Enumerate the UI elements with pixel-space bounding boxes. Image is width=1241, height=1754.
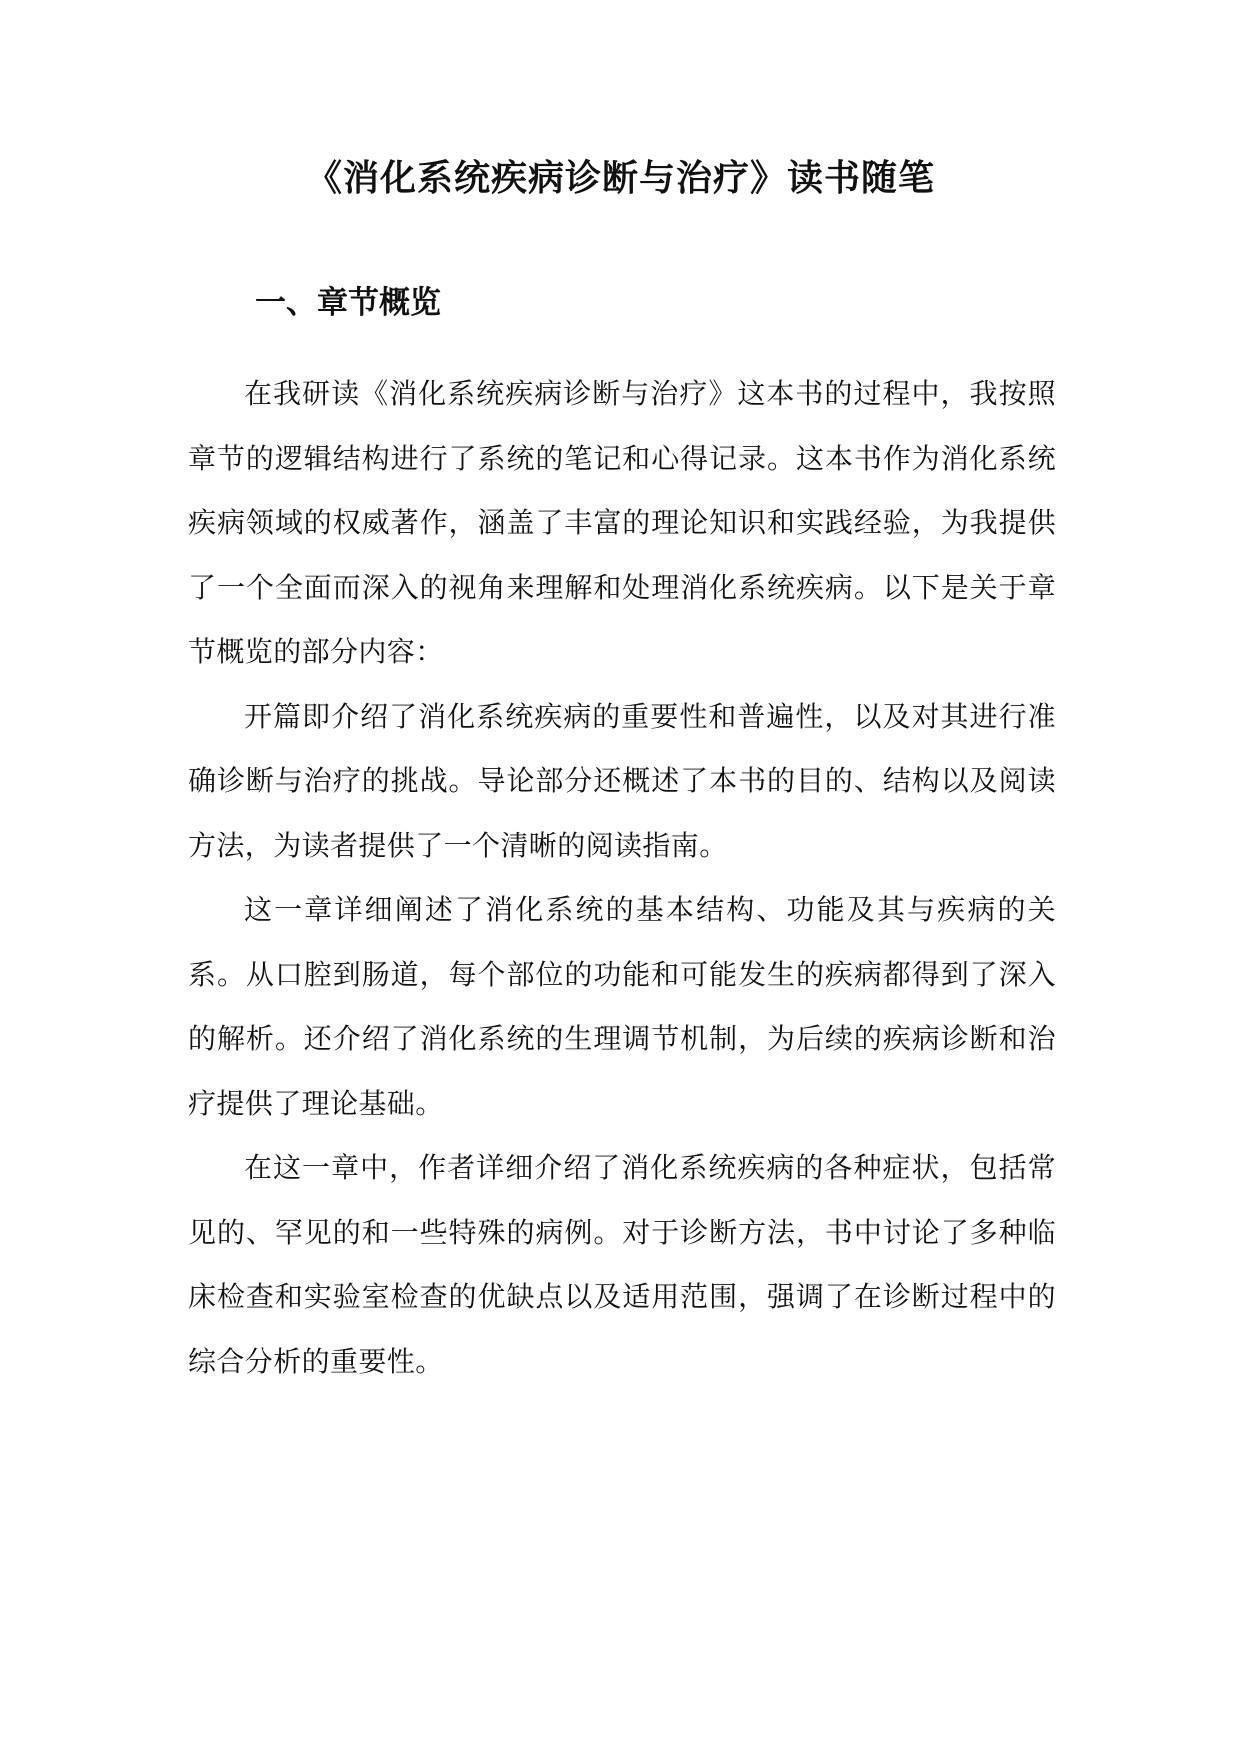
paragraph-intro: 在我研读《消化系统疾病诊断与治疗》这本书的过程中，我按照章节的逻辑结构进行了系统的笔记和心得记录。这本书作为消化系统疾病领域的权威著作，涵盖了丰富的理论知识和实践经验，为我提供了一个全面而深入的视角来理解和处理消化系统疾病。以下是关于章节概览的部分内容： bbox=[188, 377, 1056, 668]
section-heading: 一、章节概览 bbox=[255, 285, 441, 321]
paragraph-opening: 开篇即介绍了消化系统疾病的重要性和普遍性，以及对其进行准确诊断与治疗的挑战。导论部分还概述了本书的目的、结构以及阅读方法，为读者提供了一个清晰的阅读指南。 bbox=[188, 699, 1056, 862]
document-title: 《消化系统疾病诊断与治疗》读书随笔 bbox=[305, 157, 935, 199]
paragraph-symptoms: 在这一章中，作者详细介绍了消化系统疾病的各种症状，包括常见的、罕见的和一些特殊的病例。对于诊断方法，书中讨论了多种临床检查和实验室检查的优缺点以及适用范围，强调了在诊断过程中的综合分析的重要性。 bbox=[188, 1151, 1056, 1378]
body-text bbox=[188, 362, 1056, 1394]
paragraph-structure: 这一章详细阐述了消化系统的基本结构、功能及其与疾病的关系。从口腔到肠道，每个部位的功能和可能发生的疾病都得到了深入的解析。还介绍了消化系统的生理调节机制，为后续的疾病诊断和治疗提供了理论基础。 bbox=[188, 893, 1056, 1120]
